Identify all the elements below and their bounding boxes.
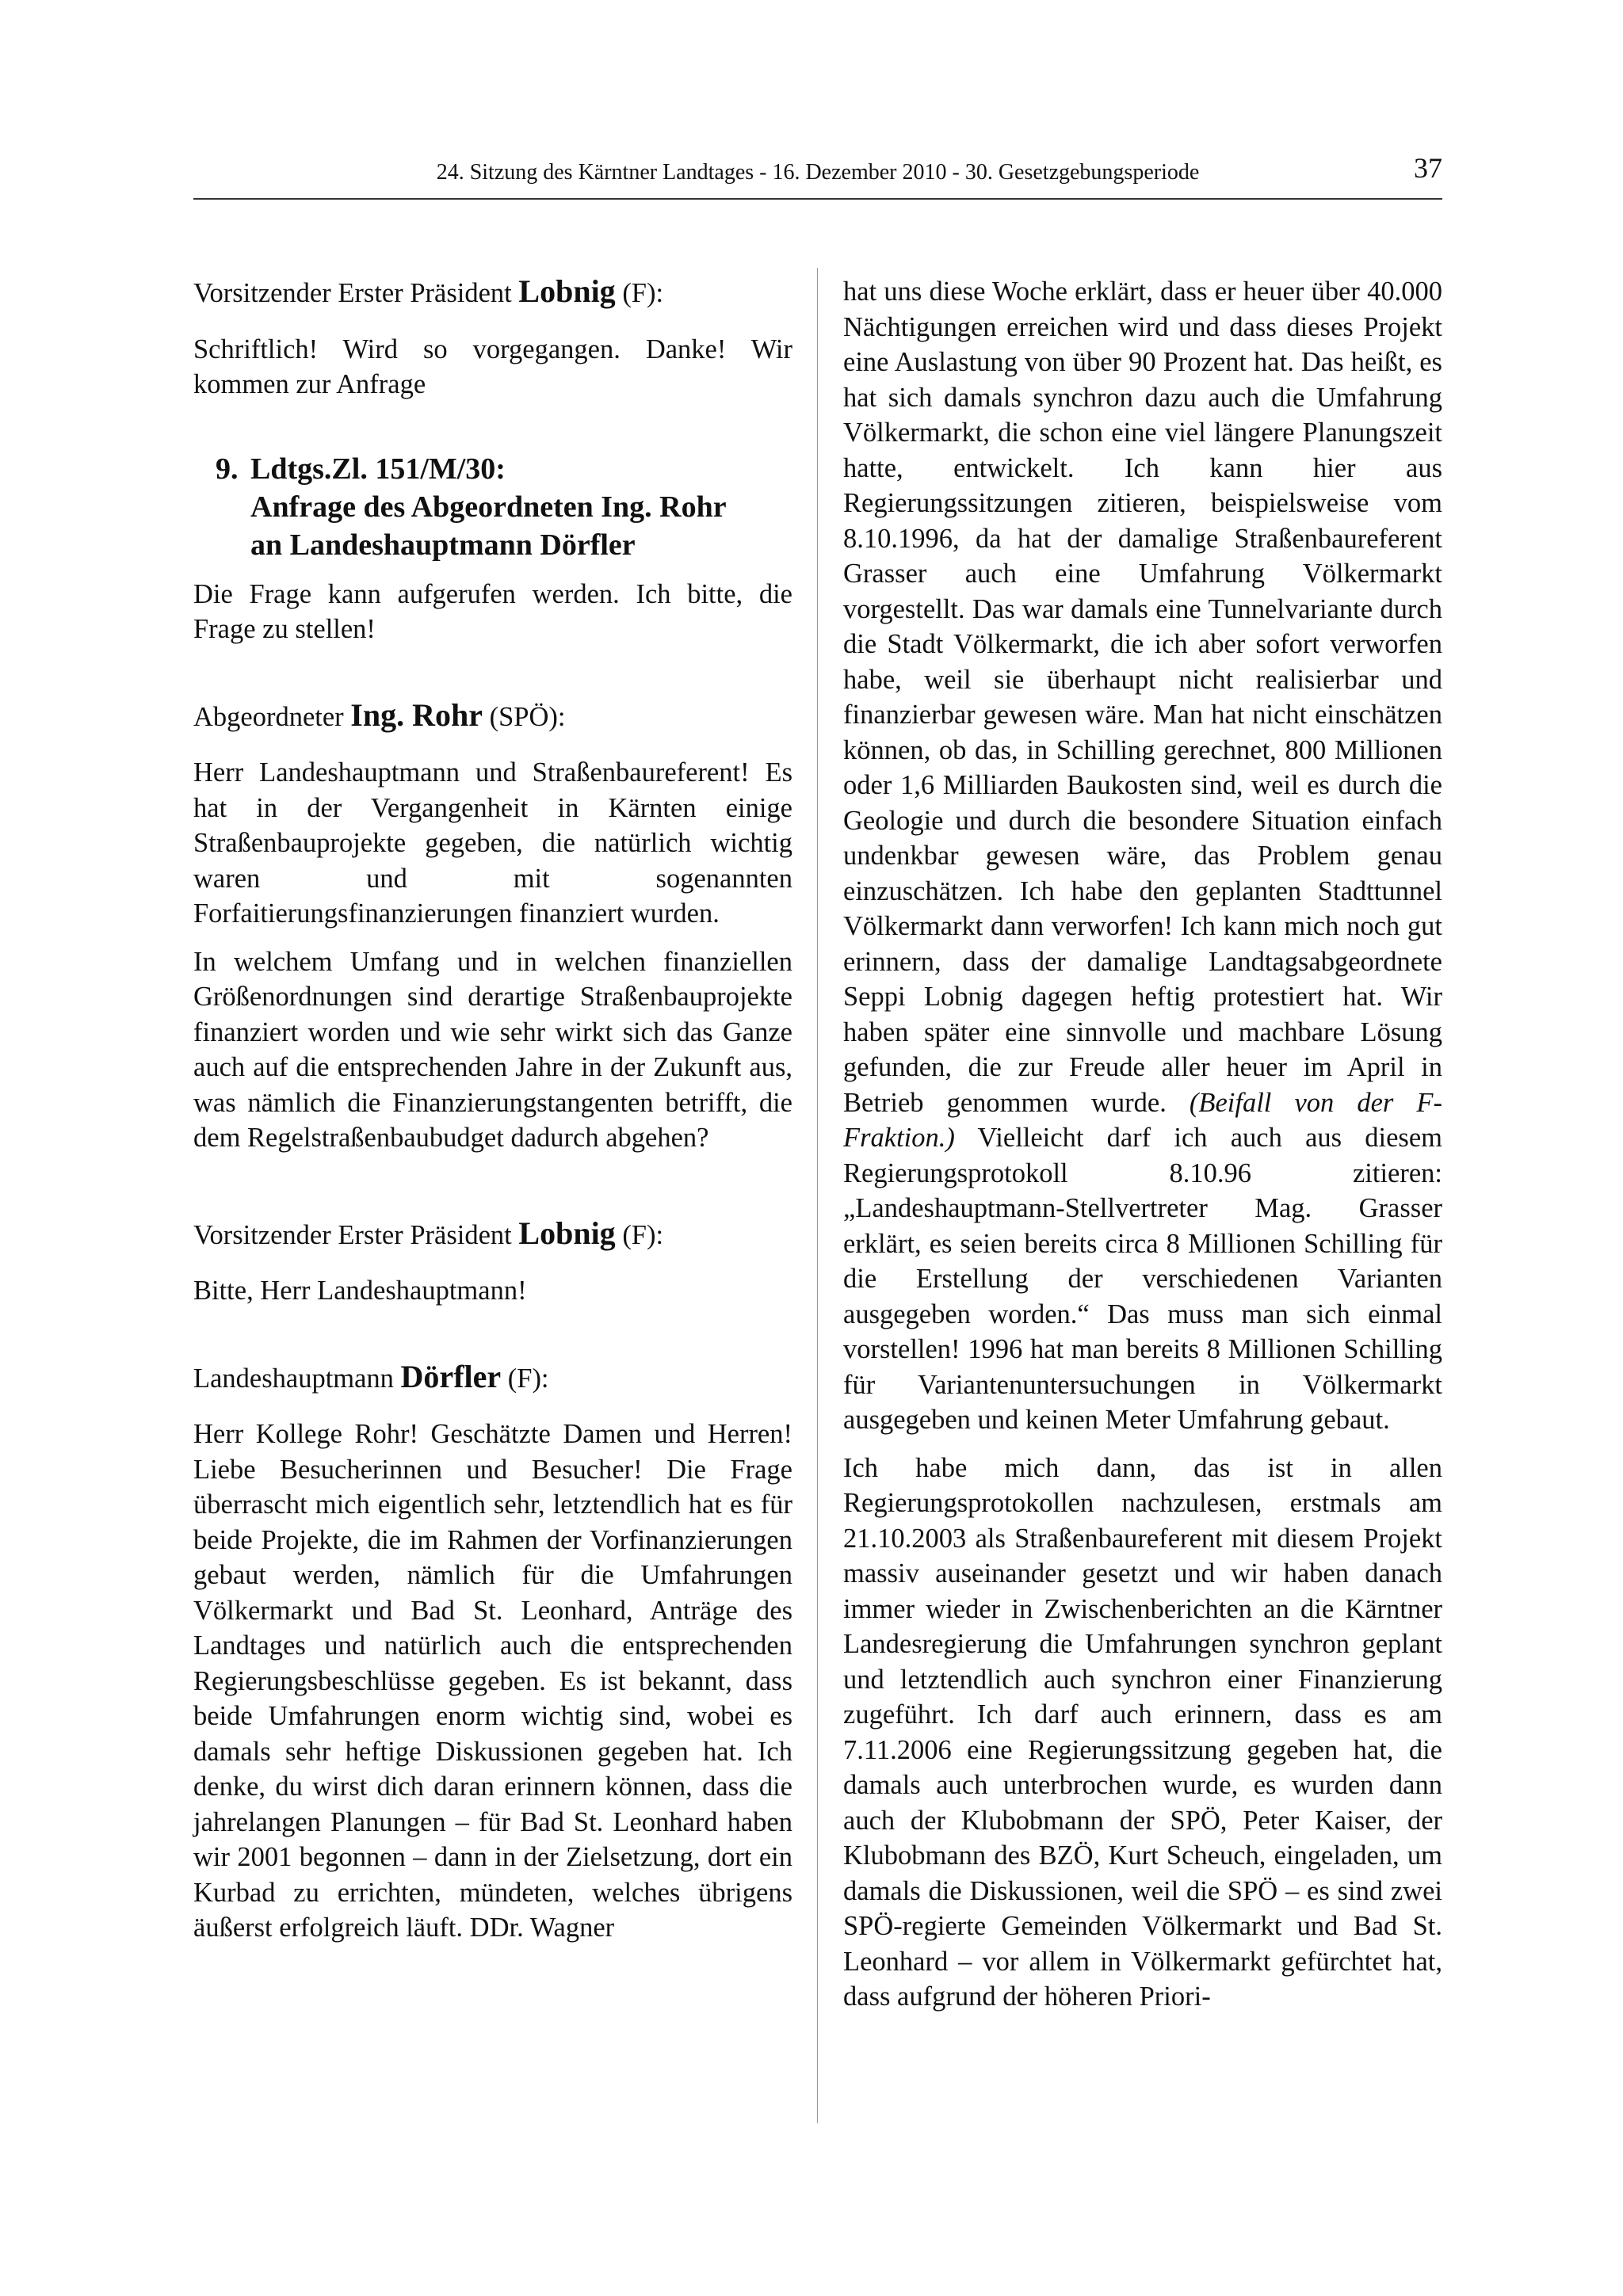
speaker-heading xyxy=(193,1216,792,1253)
applause-note: (Beifall von der F-Fraktion.) xyxy=(843,1087,1442,1153)
speaker-role: Abgeordneter xyxy=(193,701,351,732)
speaker-role: Vorsitzender Erster Präsident xyxy=(193,1219,519,1250)
speaker-name: Lobnig xyxy=(518,274,616,309)
speaker-name: Dörfler xyxy=(400,1359,502,1394)
page-number: 37 xyxy=(1414,152,1442,184)
paragraph-text: hat uns diese Woche erklärt, dass er heuer über 40.000 Nächtigungen erreichen wird und dass dieses Projekt eine Auslastung von über 90 Prozent hat. Das heißt, es hat sich damals synchron dazu auch die Umfahrung Völkermarkt, die schon eine viel längere Planungszeit hatte, entwickelt. Ich kann hier aus Regierungssitzungen zitieren, beispielsweise vom 8.10.1996, da hat der damalige Straßenbaureferent Grasser auch eine Umfahrung Völkermarkt vorgestellt. Das war damals eine Tunnelvariante durch die Stadt Völkermarkt, die ich aber sofort verworfen habe, weil sie überhaupt nicht realisierbar und finanzierbar gewesen wäre. Man hat nicht einschätzen können, ob das, in Schilling gerechnet, 800 Millionen oder 1,6 Milliarden Baukosten sind, weil es durch die Geologie und durch die besondere Situation einfach undenkbar gewesen wäre, das Problem genau einzuschätzen. Ich habe den geplanten Stadttunnel Völkermarkt dann verworfen! Ich kann mich noch gut erinnern, dass der damalige Landtagsabgeordnete Seppi Lobnig dagegen heftig protestiert hat. Wir haben später eine sinnvolle und machbare Lösung gefunden, die zur Freude aller heuer im April in Betrieb genommen wurde. xyxy=(843,277,1442,1118)
paragraph: In welchem Umfang und in welchen finanziellen Größenordnungen sind derartige Straßenbauprojekte finanziert worden und wie sehr wirkt sich das Ganze auch auf die entsprechenden Jahre in der Zukunft aus, was nämlich die Finanzierungstangenten betrifft, die dem Regelstraßenbaubudget dadurch abgehen? xyxy=(193,946,792,1153)
speaker-party: (F): xyxy=(615,1219,664,1250)
speaker-name: Lobnig xyxy=(518,1215,616,1251)
paragraph-text: Vielleicht darf ich auch aus diesem Regierungsprotokoll 8.10.96 zitieren: „Landeshauptmann-Stellvertreter Mag. Grasser erklärt, es seien bereits circa 8 Millionen Schilling für die Erstellung der verschiedenen Varianten ausgegeben worden.“ Das muss man sich einmal vorstellen! 1996 hat man bereits 8 Millionen Schilling für Variantenuntersuchungen in Völkermarkt ausgegeben und keinen Meter Umfahrung gebaut. xyxy=(843,1123,1442,1435)
left-column xyxy=(193,274,792,1946)
speaker-heading xyxy=(193,698,792,735)
speaker-name: Ing. Rohr xyxy=(350,697,483,733)
agenda-item-reference: Ldtgs.Zl. 151/M/30: xyxy=(250,452,506,486)
speaker-party: (SPÖ): xyxy=(483,701,566,732)
paragraph: Schriftlich! Wird so vorgegangen. Danke! Wir kommen zur Anfrage xyxy=(193,334,792,399)
speaker-role: Landeshauptmann xyxy=(193,1363,401,1394)
agenda-item-title: Anfrage des Abgeordneten Ing. Rohr xyxy=(250,490,727,524)
speaker-heading xyxy=(193,274,792,311)
paragraph: Herr Kollege Rohr! Geschätzte Damen und Herren! Liebe Besucherinnen und Besucher! Die Frage überrascht mich eigentlich sehr, letztendlich hat es für beide Projekte, die im Rahmen der Vorfinanzierungen gebaut werden, nämlich für die Umfahrungen Völkermarkt und Bad St. Leonhard, Anträge des Landtages und natürlich auch die entsprechenden Regierungsbeschlüsse gegeben. Es ist bekannt, dass beide Umfahrungen enorm wichtig sind, wobei es damals sehr heftige Diskussionen gegeben hat. Ich denke, du wirst dich daran erinnern können, dass die jahrelangen Planungen – für Bad St. Leonhard haben wir 2001 begonnen – dann in der Zielsetzung, dort ein Kurbad zu errichten, mündeten, welches übrigens äußerst erfolgreich läuft. DDr. Wagner xyxy=(193,1419,792,1943)
page-header xyxy=(193,152,1442,200)
speaker-heading xyxy=(193,1360,792,1397)
header-title: 24. Sitzung des Kärntner Landtages - 16. Dezember 2010 - 30. Gesetzgebungsperiode xyxy=(436,160,1200,185)
column-divider xyxy=(817,268,818,2123)
speaker-party: (F): xyxy=(501,1363,549,1394)
right-column xyxy=(843,274,1442,2015)
paragraph: Herr Landeshauptmann und Straßenbaureferent! Es hat in der Vergangenheit in Kärnten einige Straßenbauprojekte gegeben, die natürlich wichtig waren und mit sogenannten Forfaitierungsfinanzierungen finanziert wurden. xyxy=(193,757,792,929)
agenda-item-recipient: an Landeshauptmann Dörfler xyxy=(250,528,636,562)
paragraph: Die Frage kann aufgerufen werden. Ich bitte, die Frage zu stellen! xyxy=(193,578,792,644)
paragraph: Bitte, Herr Landeshauptmann! xyxy=(193,1276,527,1306)
paragraph xyxy=(843,274,1442,1438)
paragraph: Ich habe mich dann, das ist in allen Regierungsprotokollen nachzulesen, erstmals am 21.10.2003 als Straßenbaureferent mit diesem Projekt massiv auseinander gesetzt und wir haben danach immer wieder in Zwischenberichten an die Kärntner Landesregierung die Umfahrungen synchron geplant und letztendlich auch synchron einer Finanzierung zugeführt. Ich darf auch erinnern, dass es am 7.11.2006 eine Regierungssitzung gegeben hat, die damals auch unterbrochen wurde, es wurden dann auch der Klubobmann der SPÖ, Peter Kaiser, der Klubobmann des BZÖ, Kurt Scheuch, eingeladen, um damals die Diskussionen, weil die SPÖ – es sind zwei SPÖ-regierte Gemeinden Völkermarkt und Bad St. Leonhard – vor allem in Völkermarkt gefürchtet hat, dass aufgrund der höheren Priori- xyxy=(843,1452,1442,2012)
agenda-item xyxy=(216,450,792,564)
agenda-item-number: 9. xyxy=(216,452,239,486)
speaker-role: Vorsitzender Erster Präsident xyxy=(193,278,519,308)
speaker-party: (F): xyxy=(615,278,664,308)
